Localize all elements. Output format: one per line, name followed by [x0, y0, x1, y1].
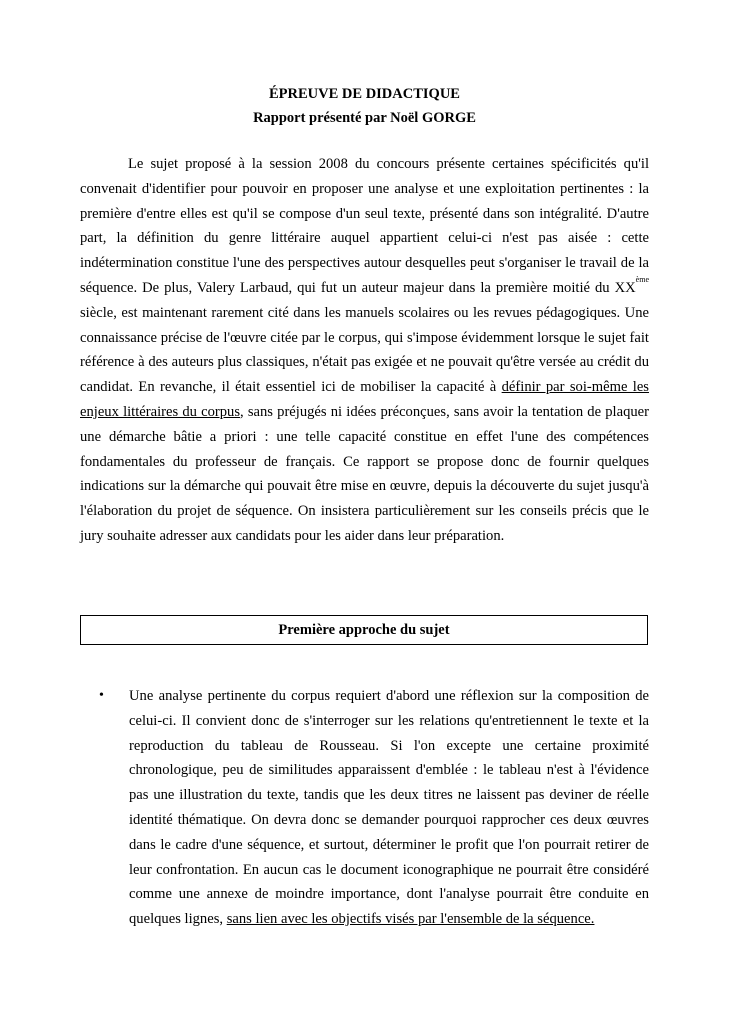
section-heading-box	[80, 615, 648, 645]
bullet-text: Une analyse pertinente du corpus requiert d'abord une réflexion sur la composition de celui-ci. Il convient donc de s'interroger sur les relations qu'entretiennent le texte et la reproduction du tableau de Rousseau. Si l'on excepte une certaine proximité chronologique, peu de similitudes apparaissent d'emblée : le tableau n'est à l'évidence pas une illustration du texte, tandis que les deux titres ne laissent pas deviner de réelle identité thématique. On devra donc se demander pourquoi rapprocher ces deux œuvres dans le cadre d'une séquence, et surtout, déterminer le profit que l'on pourrait retirer de leur confrontation. En aucun cas le document iconographique ne pourrait être considéré comme une annexe de moindre importance, dont l'analyse pourrait être conduite en quelques lignes,	[129, 688, 649, 928]
intro-text-2: siècle, est maintenant rarement cité dans les manuels scolaires ou les revues pédagogiques. Une connaissance précise de l'œuvre citée par le corpus, qui s'impose évidemment lorsque le sujet fait référence à des auteurs plus classiques, n'était pas exigée et ne pouvait qu'être versée au crédit du candidat. En revanche, il était essentiel ici de mobiliser la capacité à	[80, 304, 649, 396]
list-item	[80, 684, 649, 932]
section-heading: Première approche du sujet	[278, 621, 450, 638]
bullet-icon: •	[99, 688, 104, 703]
bullet-underlined-text: sans lien avec les objectifs visés par l'ensemble de la séquence.	[226, 911, 595, 928]
intro-text-1: Le sujet proposé à la session 2008 du concours présente certaines spécificités qu'il convenait d'identifier pour pouvoir en proposer une analyse et une exploitation pertinentes : la première d'entre elles est qu'il se compose d'un seul texte, présenté dans son intégralité. D'autre part, la définition du genre littéraire auquel appartient celui-ci n'est pas aisée : cette indétermination constitue l'une des perspectives autour desquelles peut s'organiser le travail de la séquence. De plus, Valery Larbaud, qui fut un auteur majeur dans la première moitié du XX	[80, 156, 649, 296]
document-title: ÉPREUVE DE DIDACTIQUE	[269, 86, 460, 102]
bullet-list	[80, 684, 649, 932]
intro-paragraph	[80, 152, 649, 549]
intro-text-3: , sans préjugés ni idées préconçues, sans avoir la tentation de plaquer une démarche bâtie a priori : une telle capacité constitue en effet l'une des compétences fondamentales du professeur de français. Ce rapport se propose donc de fournir quelques indications sur la démarche qui pouvait être mise en œuvre, depuis la découverte du sujet jusqu'à l'élaboration du projet de séquence. On insistera particulièrement sur les conseils précis que le jury souhaite adresser aux candidats pour les aider dans leur préparation.	[80, 403, 650, 544]
intro-underlined-text: définir par soi-même les enjeux littéraires du corpus	[80, 379, 649, 420]
intro-superscript: ème	[635, 274, 649, 284]
document-subtitle: Rapport présenté par Noël GORGE	[253, 110, 476, 126]
